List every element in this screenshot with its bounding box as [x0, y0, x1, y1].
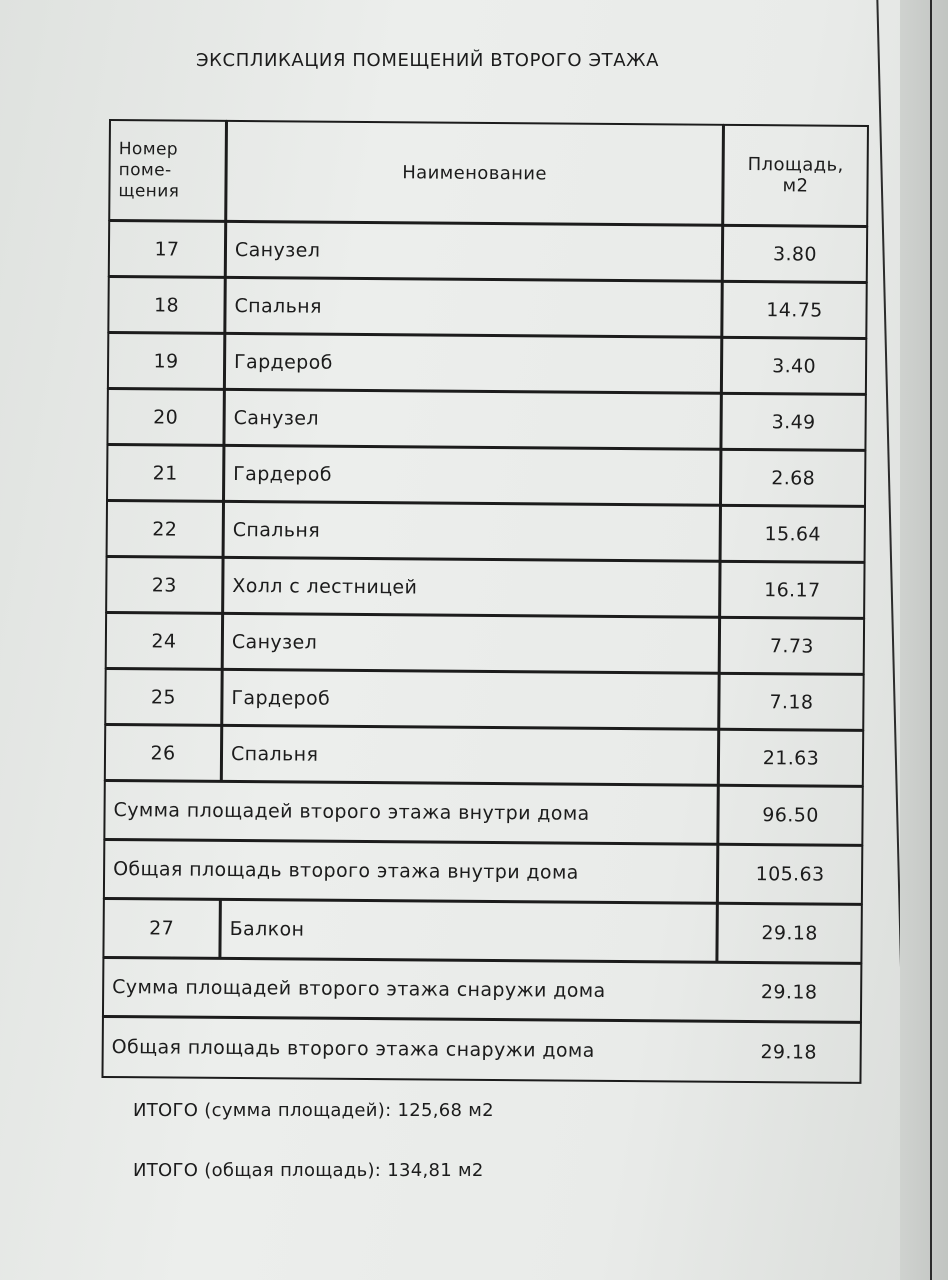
adjacent-page-line: [930, 0, 932, 1280]
outside-total-label: Общая площадь второго этажа снаружи дома: [101, 1016, 861, 1084]
header-number-line1: Номер: [118, 138, 179, 160]
room-area: 3.80: [722, 225, 868, 283]
outside-sum-area: 29.18: [760, 981, 818, 1004]
room-area: 15.64: [720, 505, 866, 563]
total-sum-line: ИТОГО (сумма площадей): 125,68 м2: [133, 1100, 494, 1121]
room-number: 22: [106, 500, 224, 558]
room-name: Гардероб: [223, 445, 721, 506]
header-number-line3: щения: [118, 180, 180, 202]
room-area: 7.18: [718, 673, 864, 731]
room-number: 27: [102, 898, 220, 959]
outside-sum-label: Сумма площадей второго этажа снаружи дома: [102, 957, 862, 1023]
room-name: Спальня: [221, 725, 719, 786]
inside-total-area: 105.63: [717, 844, 863, 905]
room-area: 16.17: [719, 561, 865, 619]
room-number: 24: [105, 612, 223, 670]
header-name-label: Наименование: [402, 161, 548, 184]
outside-total-area: 29.18: [760, 1041, 817, 1064]
room-number: 21: [106, 444, 224, 502]
room-number: 17: [108, 220, 226, 278]
room-name: Гардероб: [224, 333, 722, 394]
room-name: Санузел: [225, 221, 723, 282]
explication-table: [102, 120, 890, 1094]
room-name: Балкон: [219, 899, 717, 963]
room-area: 21.63: [718, 729, 864, 787]
header-number-line2: поме-: [118, 159, 172, 180]
header-area-line2: м2: [782, 175, 809, 197]
room-name: Гардероб: [221, 669, 719, 730]
room-area: 29.18: [716, 903, 862, 964]
room-number: 23: [105, 556, 223, 614]
room-area: 7.73: [719, 617, 865, 675]
room-number: 19: [107, 332, 225, 390]
header-name: [225, 120, 724, 226]
adjacent-page-strip: [900, 0, 948, 1280]
inside-sum-label: Сумма площадей второго этажа внутри дома: [103, 780, 718, 845]
room-number: 20: [106, 388, 224, 446]
room-number: 25: [104, 668, 222, 726]
inside-sum-area: 96.50: [717, 785, 863, 846]
header-area: [722, 124, 869, 227]
room-name: Санузел: [223, 389, 721, 450]
total-area-line: ИТОГО (общая площадь): 134,81 м2: [133, 1160, 484, 1181]
room-area: 2.68: [720, 449, 866, 507]
header-number: [108, 119, 227, 222]
room-name: Спальня: [224, 277, 722, 338]
room-number: 18: [107, 276, 225, 334]
room-name: Санузел: [222, 613, 720, 674]
inside-total-label: Общая площадь второго этажа внутри дома: [103, 839, 718, 904]
room-name: Спальня: [223, 501, 721, 562]
header-area-line1: Площадь,: [747, 154, 844, 176]
room-area: 14.75: [721, 281, 867, 339]
room-area: 3.49: [720, 393, 866, 451]
room-area: 3.40: [721, 337, 867, 395]
room-name: Холл с лестницей: [222, 557, 720, 618]
room-number: 26: [104, 724, 222, 782]
document-title: ЭКСПЛИКАЦИЯ ПОМЕЩЕНИЙ ВТОРОГО ЭТАЖА: [196, 50, 660, 71]
